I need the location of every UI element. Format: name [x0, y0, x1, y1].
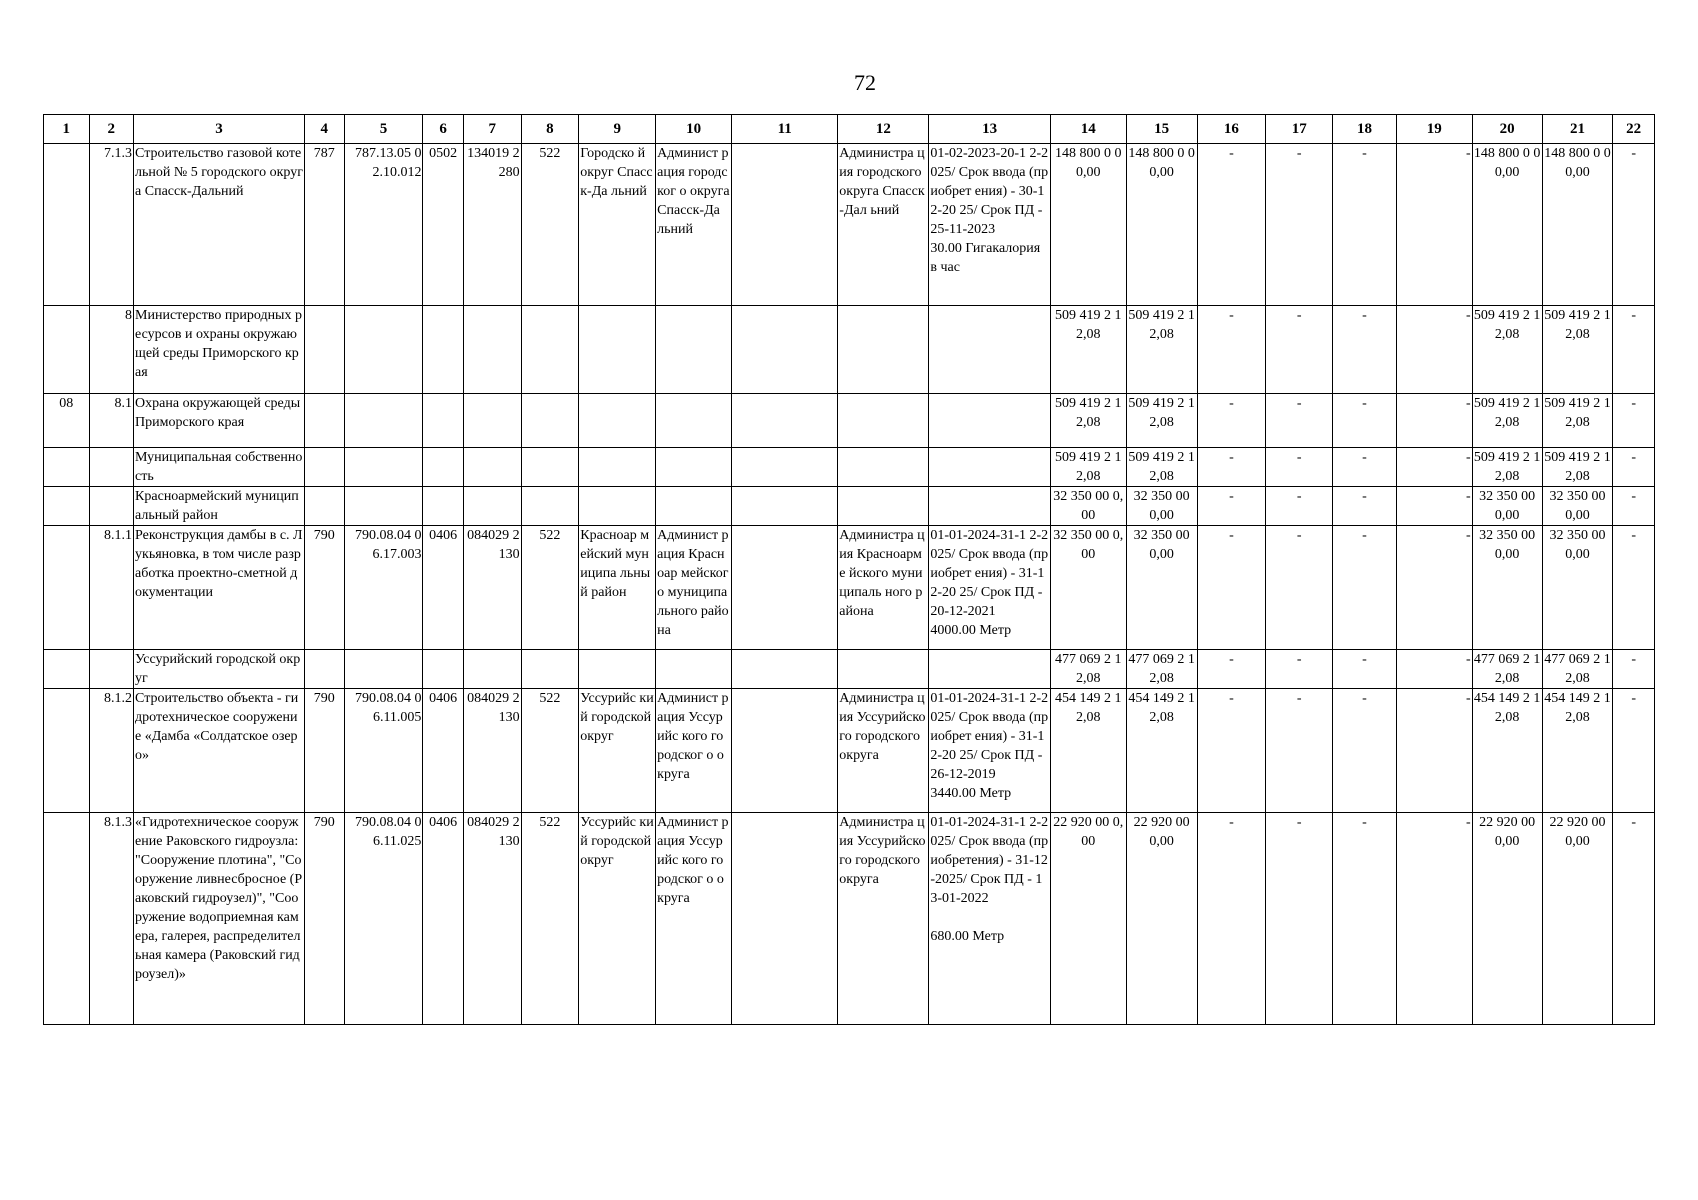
value-21: 32 350 00 0,00 — [1542, 526, 1613, 650]
ministry-code: 787 — [305, 144, 344, 306]
value-19: - — [1396, 813, 1472, 1025]
column-header: 10 — [656, 115, 732, 144]
total-cost: 148 800 0 00,00 — [1050, 144, 1126, 306]
target-article: 084029 2130 — [463, 813, 521, 1025]
column-header: 18 — [1333, 115, 1397, 144]
total-cost: 454 149 2 12,08 — [1050, 689, 1126, 813]
ministry-code: 790 — [305, 689, 344, 813]
total-2024: 32 350 00 0,00 — [1126, 487, 1197, 526]
column-header: 15 — [1126, 115, 1197, 144]
developer — [838, 306, 929, 394]
value-22: - — [1613, 689, 1655, 813]
section-code — [44, 689, 90, 813]
value-22: - — [1613, 394, 1655, 448]
section-subsection: 0406 — [423, 526, 463, 650]
section-code — [44, 487, 90, 526]
total-2024: 477 069 2 12,08 — [1126, 650, 1197, 689]
total-2024: 509 419 2 12,08 — [1126, 448, 1197, 487]
target-article: 084029 2130 — [463, 526, 521, 650]
section-subsection: 0406 — [423, 689, 463, 813]
item-number: 8.1.1 — [89, 526, 134, 650]
value-19: - — [1396, 526, 1472, 650]
column-header: 11 — [732, 115, 838, 144]
total-2024: 509 419 2 12,08 — [1126, 306, 1197, 394]
total-2024: 454 149 2 12,08 — [1126, 689, 1197, 813]
item-number: 8 — [89, 306, 134, 394]
column-header: 20 — [1472, 115, 1542, 144]
section-code — [44, 144, 90, 306]
terms-capacity: 01-01-2024-31-1 2-2025/ Срок ввода (приобретения) - 31-12-2025/ Срок ПД - 13-01-2022 680.00 Метр — [929, 813, 1050, 1025]
value-20: 454 149 2 12,08 — [1472, 689, 1542, 813]
table-row — [44, 689, 1655, 813]
customer: Админист рация Красноар мейского муниципа льного района — [656, 526, 732, 650]
municipality: Красноар мейский муниципа льный район — [579, 526, 656, 650]
empty-cell — [732, 689, 838, 813]
customer: Админист рация Уссурийс кого городског о округа — [656, 689, 732, 813]
terms-capacity — [929, 394, 1050, 448]
value-20: 22 920 00 0,00 — [1472, 813, 1542, 1025]
section-subsection — [423, 448, 463, 487]
table-row — [44, 306, 1655, 394]
value-16: - — [1197, 650, 1266, 689]
section-code — [44, 813, 90, 1025]
value-16: - — [1197, 394, 1266, 448]
column-header: 6 — [423, 115, 463, 144]
value-19: - — [1396, 689, 1472, 813]
object-code — [344, 448, 423, 487]
column-header: 1 — [44, 115, 90, 144]
value-18: - — [1333, 394, 1397, 448]
table-row — [44, 144, 1655, 306]
terms-capacity — [929, 306, 1050, 394]
ministry-code — [305, 650, 344, 689]
total-cost: 509 419 2 12,08 — [1050, 306, 1126, 394]
value-21: 477 069 2 12,08 — [1542, 650, 1613, 689]
target-article — [463, 394, 521, 448]
column-header: 17 — [1266, 115, 1333, 144]
municipality — [579, 650, 656, 689]
value-17: - — [1266, 487, 1333, 526]
value-17: - — [1266, 448, 1333, 487]
target-article: 084029 2130 — [463, 689, 521, 813]
column-header: 16 — [1197, 115, 1266, 144]
customer — [656, 448, 732, 487]
object-code — [344, 487, 423, 526]
terms-capacity: 01-02-2023-20-1 2-2025/ Срок ввода (приобрет ения) - 30-12-20 25/ Срок ПД - 25-11-2023 30.00 Гигакалория в час — [929, 144, 1050, 306]
item-name: Министерство природных ресурсов и охраны окружающей среды Приморского края — [134, 306, 305, 394]
municipality: Городско й округ Спасск-Да льний — [579, 144, 656, 306]
value-17: - — [1266, 144, 1333, 306]
expense-type: 522 — [521, 689, 579, 813]
terms-capacity: 01-01-2024-31-1 2-2025/ Срок ввода (приобрет ения) - 31-12-20 25/ Срок ПД - 20-12-2021 4000.00 Метр — [929, 526, 1050, 650]
value-21: 509 419 2 12,08 — [1542, 394, 1613, 448]
value-18: - — [1333, 306, 1397, 394]
target-article — [463, 487, 521, 526]
section-code: 08 — [44, 394, 90, 448]
value-17: - — [1266, 526, 1333, 650]
empty-cell — [732, 650, 838, 689]
object-code — [344, 394, 423, 448]
value-17: - — [1266, 394, 1333, 448]
page-number: 72 — [854, 70, 876, 95]
value-21: 22 920 00 0,00 — [1542, 813, 1613, 1025]
item-name: Уссурийский городской округ — [134, 650, 305, 689]
value-16: - — [1197, 487, 1266, 526]
section-subsection — [423, 650, 463, 689]
column-header: 13 — [929, 115, 1050, 144]
value-22: - — [1613, 448, 1655, 487]
object-code: 787.13.05 02.10.012 — [344, 144, 423, 306]
developer: Администра ция городского округа Спасск-Дал ьний — [838, 144, 929, 306]
value-20: 477 069 2 12,08 — [1472, 650, 1542, 689]
municipality: Уссурийс кий городской округ — [579, 689, 656, 813]
section-code — [44, 448, 90, 487]
value-21: 148 800 0 00,00 — [1542, 144, 1613, 306]
value-20: 509 419 2 12,08 — [1472, 448, 1542, 487]
developer — [838, 394, 929, 448]
item-number: 8.1.2 — [89, 689, 134, 813]
value-19: - — [1396, 448, 1472, 487]
value-17: - — [1266, 650, 1333, 689]
municipality — [579, 448, 656, 487]
developer: Администра ция Уссурийско го городского округа — [838, 689, 929, 813]
table-row — [44, 448, 1655, 487]
value-18: - — [1333, 689, 1397, 813]
ministry-code: 790 — [305, 526, 344, 650]
developer: Администра ция Красноарме йского муниципаль ного района — [838, 526, 929, 650]
object-code — [344, 650, 423, 689]
total-2024: 22 920 00 0,00 — [1126, 813, 1197, 1025]
item-number — [89, 487, 134, 526]
column-header: 9 — [579, 115, 656, 144]
column-header: 19 — [1396, 115, 1472, 144]
value-18: - — [1333, 144, 1397, 306]
total-cost: 509 419 2 12,08 — [1050, 448, 1126, 487]
section-subsection — [423, 487, 463, 526]
expense-type — [521, 306, 579, 394]
target-article: 134019 2280 — [463, 144, 521, 306]
value-19: - — [1396, 394, 1472, 448]
municipality: Уссурийс кий городской округ — [579, 813, 656, 1025]
value-22: - — [1613, 813, 1655, 1025]
customer: Админист рация городског о округа Спасск-Да льний — [656, 144, 732, 306]
table-row — [44, 394, 1655, 448]
value-19: - — [1396, 144, 1472, 306]
item-name: Охрана окружающей среды Приморского края — [134, 394, 305, 448]
customer — [656, 394, 732, 448]
customer — [656, 306, 732, 394]
expense-type — [521, 448, 579, 487]
item-number — [89, 650, 134, 689]
item-number: 8.1.3 — [89, 813, 134, 1025]
total-2024: 509 419 2 12,08 — [1126, 394, 1197, 448]
item-name: Строительство газовой котельной № 5 городского округа Спасск-Дальний — [134, 144, 305, 306]
empty-cell — [732, 487, 838, 526]
value-21: 32 350 00 0,00 — [1542, 487, 1613, 526]
column-header: 3 — [134, 115, 305, 144]
value-18: - — [1333, 813, 1397, 1025]
value-22: - — [1613, 650, 1655, 689]
value-22: - — [1613, 144, 1655, 306]
item-name: Красноармейский муниципальный район — [134, 487, 305, 526]
item-number: 8.1 — [89, 394, 134, 448]
terms-capacity — [929, 487, 1050, 526]
developer: Администра ция Уссурийско го городского округа — [838, 813, 929, 1025]
table-row — [44, 526, 1655, 650]
value-20: 148 800 0 00,00 — [1472, 144, 1542, 306]
value-17: - — [1266, 813, 1333, 1025]
value-18: - — [1333, 487, 1397, 526]
budget-table — [43, 114, 1655, 1025]
value-16: - — [1197, 448, 1266, 487]
developer — [838, 487, 929, 526]
item-name: «Гидротехническое сооружение Раковского гидроузла: "Сооружение плотина", "Сооружение ливнесбросное (Раковский гидроузел)", "Сооружение водоприемная камера, галерея, распределительная камера (Раковский гидроузел)» — [134, 813, 305, 1025]
total-cost: 477 069 2 12,08 — [1050, 650, 1126, 689]
developer — [838, 650, 929, 689]
item-name: Строительство объекта - гидротехническое сооружение «Дамба «Солдатское озеро» — [134, 689, 305, 813]
value-22: - — [1613, 306, 1655, 394]
empty-cell — [732, 306, 838, 394]
column-header: 8 — [521, 115, 579, 144]
table-row — [44, 487, 1655, 526]
expense-type: 522 — [521, 813, 579, 1025]
value-21: 509 419 2 12,08 — [1542, 306, 1613, 394]
expense-type: 522 — [521, 526, 579, 650]
value-16: - — [1197, 526, 1266, 650]
value-20: 509 419 2 12,08 — [1472, 306, 1542, 394]
column-header: 21 — [1542, 115, 1613, 144]
section-code — [44, 306, 90, 394]
table-row — [44, 650, 1655, 689]
object-code: 790.08.04 06.11.025 — [344, 813, 423, 1025]
value-17: - — [1266, 306, 1333, 394]
ministry-code: 790 — [305, 813, 344, 1025]
customer — [656, 650, 732, 689]
empty-cell — [732, 813, 838, 1025]
object-code: 790.08.04 06.17.003 — [344, 526, 423, 650]
value-19: - — [1396, 487, 1472, 526]
value-16: - — [1197, 689, 1266, 813]
municipality — [579, 394, 656, 448]
value-17: - — [1266, 689, 1333, 813]
empty-cell — [732, 526, 838, 650]
section-subsection: 0406 — [423, 813, 463, 1025]
column-header: 5 — [344, 115, 423, 144]
empty-cell — [732, 394, 838, 448]
object-code — [344, 306, 423, 394]
value-22: - — [1613, 487, 1655, 526]
section-subsection: 0502 — [423, 144, 463, 306]
value-21: 509 419 2 12,08 — [1542, 448, 1613, 487]
value-16: - — [1197, 813, 1266, 1025]
value-22: - — [1613, 526, 1655, 650]
item-name: Реконструкция дамбы в с. Лукьяновка, в том числе разработка проектно-сметной документации — [134, 526, 305, 650]
value-18: - — [1333, 448, 1397, 487]
total-cost: 32 350 00 0,00 — [1050, 526, 1126, 650]
value-20: 32 350 00 0,00 — [1472, 487, 1542, 526]
ministry-code — [305, 448, 344, 487]
target-article — [463, 650, 521, 689]
column-header: 7 — [463, 115, 521, 144]
empty-cell — [732, 144, 838, 306]
item-number: 7.1.3 — [89, 144, 134, 306]
object-code: 790.08.04 06.11.005 — [344, 689, 423, 813]
terms-capacity — [929, 650, 1050, 689]
ministry-code — [305, 487, 344, 526]
ministry-code — [305, 306, 344, 394]
total-cost: 32 350 00 0,00 — [1050, 487, 1126, 526]
value-19: - — [1396, 306, 1472, 394]
ministry-code — [305, 394, 344, 448]
value-16: - — [1197, 306, 1266, 394]
customer — [656, 487, 732, 526]
item-number — [89, 448, 134, 487]
value-20: 32 350 00 0,00 — [1472, 526, 1542, 650]
terms-capacity — [929, 448, 1050, 487]
value-21: 454 149 2 12,08 — [1542, 689, 1613, 813]
section-code — [44, 650, 90, 689]
column-header: 14 — [1050, 115, 1126, 144]
target-article — [463, 306, 521, 394]
total-cost: 509 419 2 12,08 — [1050, 394, 1126, 448]
table-row — [44, 813, 1655, 1025]
item-name: Муниципальная собственность — [134, 448, 305, 487]
section-subsection — [423, 394, 463, 448]
section-code — [44, 526, 90, 650]
value-19: - — [1396, 650, 1472, 689]
value-20: 509 419 2 12,08 — [1472, 394, 1542, 448]
column-header: 2 — [89, 115, 134, 144]
municipality — [579, 487, 656, 526]
expense-type — [521, 394, 579, 448]
empty-cell — [732, 448, 838, 487]
column-header: 22 — [1613, 115, 1655, 144]
customer: Админист рация Уссурийс кого городског о округа — [656, 813, 732, 1025]
municipality — [579, 306, 656, 394]
column-header: 4 — [305, 115, 344, 144]
section-subsection — [423, 306, 463, 394]
expense-type — [521, 487, 579, 526]
total-2024: 148 800 0 00,00 — [1126, 144, 1197, 306]
table-body — [44, 144, 1655, 1025]
target-article — [463, 448, 521, 487]
column-header: 12 — [838, 115, 929, 144]
total-2024: 32 350 00 0,00 — [1126, 526, 1197, 650]
terms-capacity: 01-01-2024-31-1 2-2025/ Срок ввода (приобрет ения) - 31-12-20 25/ Срок ПД - 26-12-2019 3440.00 Метр — [929, 689, 1050, 813]
developer — [838, 448, 929, 487]
value-18: - — [1333, 650, 1397, 689]
value-16: - — [1197, 144, 1266, 306]
expense-type: 522 — [521, 144, 579, 306]
expense-type — [521, 650, 579, 689]
value-18: - — [1333, 526, 1397, 650]
header-row — [44, 115, 1655, 144]
total-cost: 22 920 00 0,00 — [1050, 813, 1126, 1025]
